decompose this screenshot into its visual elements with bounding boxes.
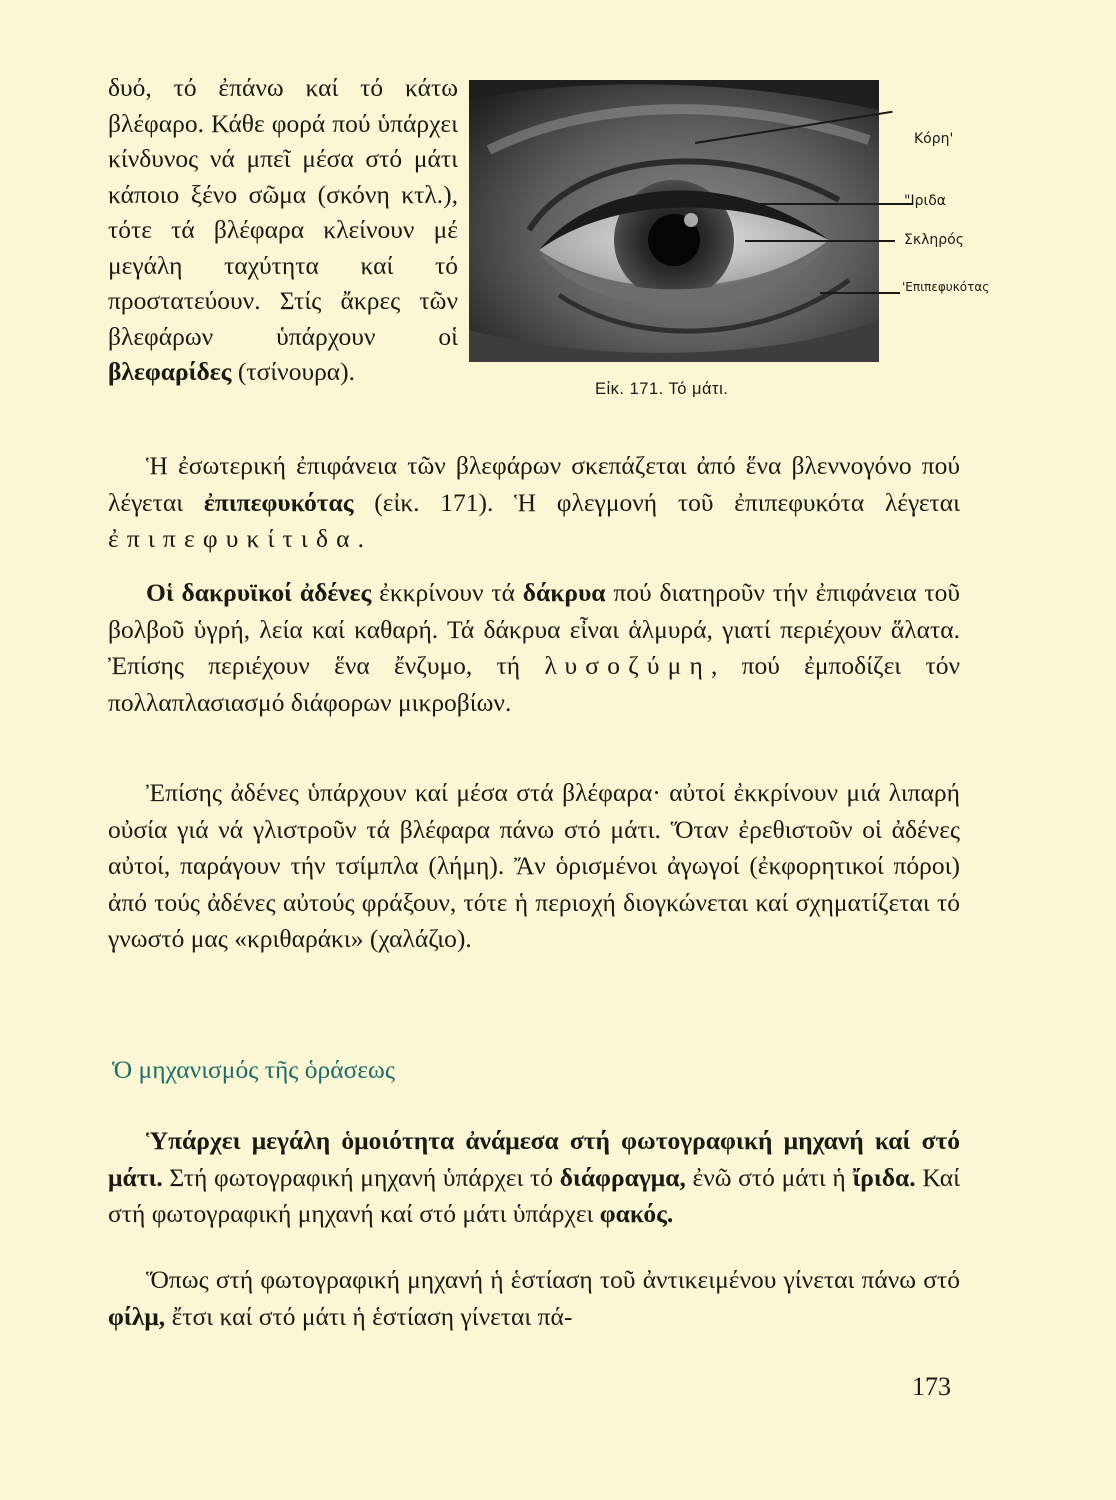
- p1-text-e: .: [357, 524, 365, 553]
- intro-tail: (τσίνουρα).: [237, 357, 356, 386]
- paragraph-tears: [108, 575, 960, 721]
- p2-text-b: ἐκκρίνουν τά: [379, 578, 515, 607]
- p4-term-lens: φακός.: [599, 1199, 674, 1228]
- p2-text-d: πού διατηροῦν τήν ἐπιφάνεια τοῦ βολβοῦ ὑγρή, λεία καί καθαρή. Τά δάκρυα εἶναι ἁλμυρά, γιατί περιέχουν ἅλατα. Ἐπίσης περιέχουν ἕνα ἔνζυμο, τή: [108, 578, 961, 680]
- intro-text: δυό, τό ἐπάνω καί τό κάτω βλέφαρο. Κάθε φορά πού ὑπάρχει κίνδυνος νά μπεῖ μέσα στό μάτι κάποιο ξένο σῶμα (σκόνη κτλ.), τότε τά βλέφαρα κλείνουν μέ μεγάλη ταχύτητα καί τό προστατεύουν. Στίς ἄκρες τῶν βλεφάρων ὑπάρχουν οἱ: [108, 73, 458, 351]
- p4-text-b: Στή φωτογραφική μηχανή ὑπάρχει τό: [169, 1162, 554, 1192]
- p4-term-diaphragm: διάφραγμα,: [559, 1162, 686, 1192]
- p4-text-f: Καί στή φωτογραφική μηχανή καί στό μάτι ὑπάρχει: [108, 1162, 961, 1228]
- paragraph-camera: [108, 1123, 960, 1233]
- p2-spaced-term: λυσοζύμη: [544, 651, 711, 680]
- p1-text-c: (εἰκ. 171). Ἡ φλεγμονή τοῦ ἐπιπεφυκότα λέγεται: [374, 487, 961, 517]
- p1-text-a: Ἡ ἐσωτερική ἐπιφάνεια τῶν βλεφάρων σκεπάζεται ἀπό ἕνα βλεννογόνο πού λέγεται: [108, 451, 960, 517]
- label-kori: Κόρη': [914, 131, 954, 147]
- section-heading: Ὁ μηχανισμός τῆς ὁράσεως: [112, 1055, 395, 1084]
- page-number: 173: [912, 1372, 951, 1401]
- p1-term: ἐπιπεφυκότας: [203, 487, 354, 517]
- leader-irida: [760, 203, 912, 205]
- p2-term-tears: δάκρυα: [522, 578, 606, 607]
- label-epipefykotas: 'Επιπεφυκότας: [902, 280, 990, 294]
- paragraph-eyelid-glands: Ἐπίσης ἀδένες ὑπάρχουν καί μέσα στά βλέφαρα· αὐτοί ἐκκρίνουν μιά λιπαρή οὐσία γιά νά γλιστροῦν τά βλέφαρα πάνω στό μάτι. Ὅταν ἐρεθιστοῦν οἱ ἀδένες αὐτοί, παράγουν τήν τσίμπλα (λήμη). Ἄν ὁρισμένοι ἀγωγοί (ἐκφορητικοί πόροι) ἀπό τούς ἀδένες αὐτούς φράξουν, τότε ἡ περιοχή διογκώνεται καί σχηματίζεται τό γνωστό μας «κριθαράκι» (χαλάζιο).: [108, 778, 960, 953]
- figure-caption: Εἰκ. 171. Τό μάτι.: [595, 380, 729, 398]
- p5-text-c: ἔτσι καί στό μάτι ἡ ἑστίαση γίνεται πά-: [171, 1301, 573, 1331]
- paragraph-epipefykotas: [108, 448, 960, 558]
- intro-bold-term: βλεφαρίδες: [108, 357, 232, 386]
- leader-epipefykotas: [820, 292, 900, 294]
- p2-text-f: , πού ἐμποδίζει τόν πολλαπλασιασμό διάφορων μικροβίων.: [108, 651, 960, 717]
- p2-term-glands: Οἱ δακρυϊκοί ἀδένες: [146, 578, 372, 607]
- p4-text-d: ἐνῶ στό μάτι ἡ: [692, 1162, 846, 1192]
- leader-skliros: [745, 240, 895, 242]
- label-skliros: Σκληρός: [904, 232, 964, 248]
- paragraph-focus: [108, 1262, 960, 1335]
- label-irida: "Ιριδα: [904, 193, 946, 209]
- p4-term-iris: ἴριδα.: [852, 1162, 916, 1192]
- intro-paragraph: [108, 70, 458, 390]
- p1-spaced-term: ἐπιπεφυκίτιδα: [108, 524, 358, 553]
- p5-term-film: φίλμ,: [108, 1301, 166, 1331]
- p5-text-a: Ὅπως στή φωτογραφική μηχανή ἡ ἑστίαση τοῦ ἀντικειμένου γίνεται πάνω στό: [146, 1265, 960, 1294]
- p4-bold-lead: Ὑπάρχει μεγάλη ὁμοιότητα ἀνάμεσα στή φωτογραφική μηχανή καί στό μάτι.: [108, 1126, 960, 1192]
